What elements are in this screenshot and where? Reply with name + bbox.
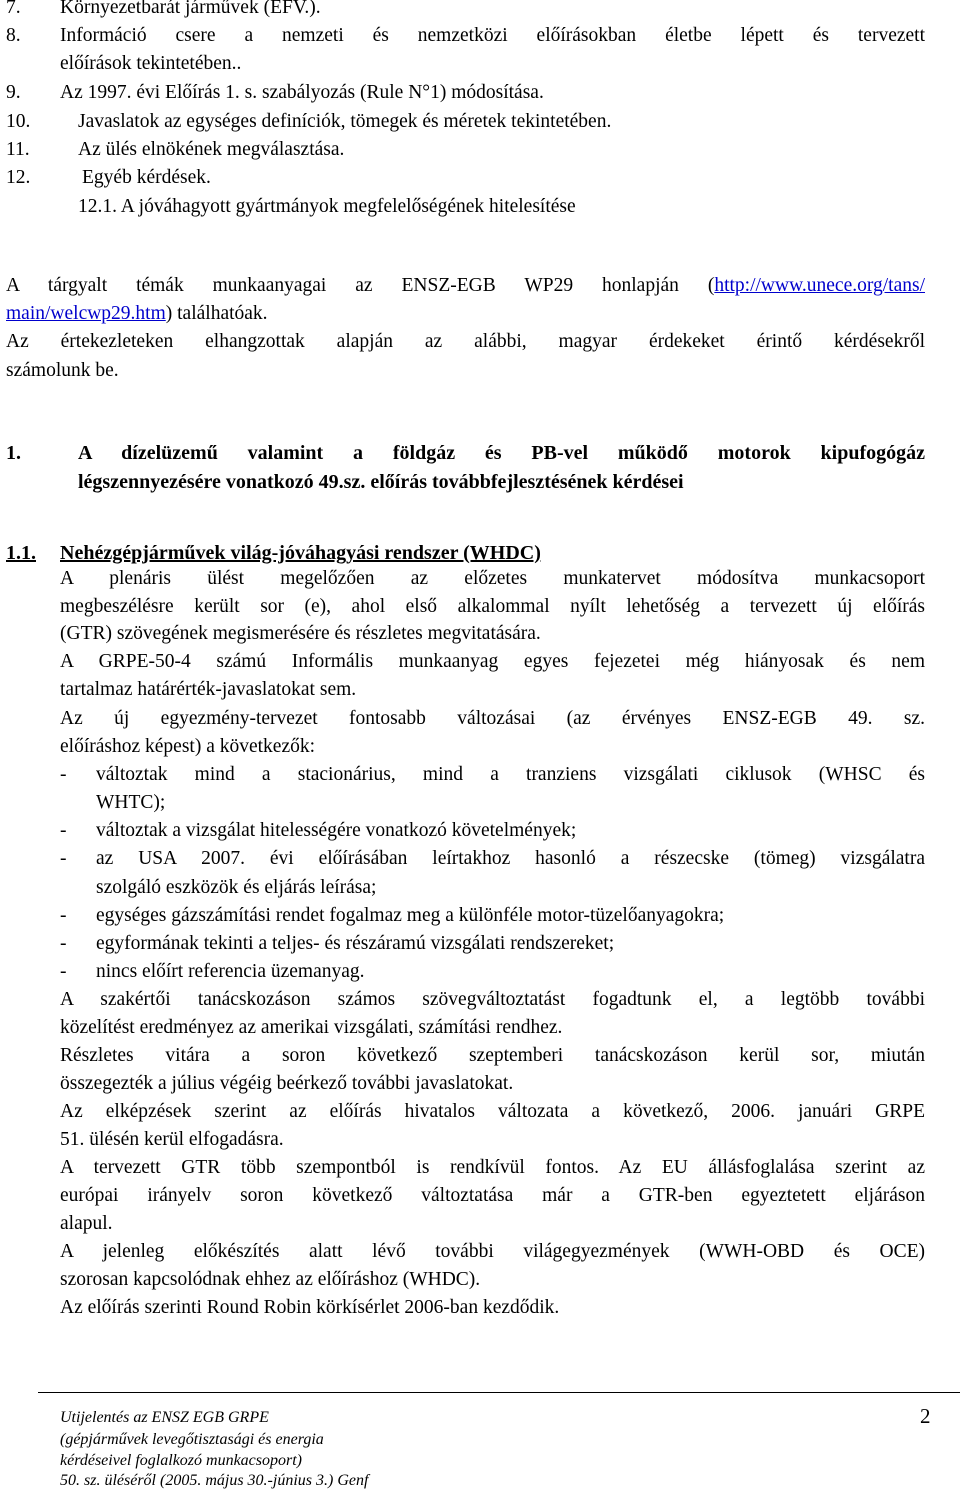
intro-text: számolunk be.: [6, 360, 119, 381]
list-text: nincs előírt referencia üzemanyag.: [96, 961, 365, 982]
agenda-text: 12.1. A jóváhagyott gyártmányok megfelelőségének hitelesítése: [78, 196, 576, 217]
intro-text: Az értekezleteken elhangzottak alapján az alábbi, magyar érdekeket érintő kérdésekről: [6, 331, 925, 352]
section-title-cont: légszennyezésére vonatkozó 49.sz. előírás továbbfejlesztésének kérdései: [78, 471, 684, 493]
body-text: összegezték a július végéig beérkező további javaslatokat.: [60, 1073, 514, 1094]
subsection-number: 1.1.: [6, 542, 36, 564]
agenda-text-cont: előírások tekintetében..: [60, 53, 242, 74]
intro-text: A tárgyalt témák munkaanyagai az ENSZ-EGB WP29 honlapján (: [6, 275, 715, 296]
body-text: Az elképzések szerint az előírás hivatalos változata a következő, 2006. januári GRPE: [60, 1101, 925, 1122]
body-text: megbeszélésre került sor (e), ahol első alkalommal nyílt lehetőség a tervezett új előírás: [60, 596, 925, 617]
dash-bullet: -: [60, 848, 67, 869]
agenda-text: Környezetbarát járművek (EFV.).: [60, 0, 321, 18]
dash-bullet: -: [60, 933, 67, 954]
body-text: A plenáris ülést megelőzően az előzetes munkatervet módosítva munkacsoport: [60, 568, 925, 589]
intro-paragraph-2: [6, 330, 925, 354]
body-text: A tervezett GTR több szempontból is rendkívül fontos. Az EU állásfoglalása szerint az: [60, 1157, 925, 1178]
body-text: tartalmaz határérték-javaslatokat sem.: [60, 679, 357, 700]
intro-text: ) találhatóak.: [165, 303, 268, 324]
body-text: előíráshoz képest) a következők:: [60, 736, 316, 757]
agenda-num: 7.: [6, 0, 21, 18]
section-number: 1.: [6, 442, 21, 464]
agenda-num: 9.: [6, 82, 21, 103]
body-text: alapul.: [60, 1213, 113, 1234]
agenda-text: Javaslatok az egységes definíciók, tömegek és méretek tekintetében.: [78, 111, 612, 132]
agenda-text: Az ülés elnökének megválasztása.: [78, 139, 345, 160]
body-text: A jelenleg előkészítés alatt lévő további világegyezmények (WWH-OBD és OCE): [60, 1241, 925, 1262]
body-text: európai irányelv soron következő változtatása már a GTR-ben egyeztetett eljáráson: [60, 1185, 925, 1206]
list-text: WHTC);: [96, 792, 166, 813]
agenda-text: Információ csere a nemzeti és nemzetközi előírásokban életbe lépett és tervezett: [60, 25, 925, 46]
dash-bullet: -: [60, 961, 67, 982]
body-text: Az új egyezmény-tervezet fontosabb változásai (az érvényes ENSZ-EGB 49. sz.: [60, 708, 925, 729]
agenda-num: 12.: [6, 167, 31, 188]
agenda-num: 10.: [6, 111, 31, 132]
list-text: egységes gázszámítási rendet fogalmaz meg a különféle motor-tüzelőanyagokra;: [96, 905, 725, 926]
intro-paragraph-2-cont: [6, 359, 119, 383]
dash-bullet: -: [60, 905, 67, 926]
body-text: közelítést eredményez az amerikai vizsgálati, számítási rendhez.: [60, 1017, 563, 1038]
body-text: Részletes vitára a soron következő szeptemberi tanácskozáson kerül sor, miután: [60, 1045, 925, 1066]
agenda-num: 11.: [6, 139, 30, 160]
body-text: A GRPE-50-4 számú Informális munkaanyag egyes fejezetei még hiányosak és nem: [60, 651, 925, 672]
footer-divider: [38, 1392, 960, 1393]
footer-line-2: (gépjárművek levegőtisztasági és energia: [60, 1431, 324, 1448]
list-text: egyformának tekinti a teljes- és részáramú vizsgálati rendszereket;: [96, 933, 615, 954]
body-text: (GTR) szövegének megismerésére és részletes megvitatására.: [60, 623, 541, 644]
body-text: 51. ülésén kerül elfogadásra.: [60, 1129, 284, 1150]
website-link[interactable]: http://www.unece.org/tans/: [714, 275, 925, 296]
dash-bullet: -: [60, 820, 67, 841]
body-text: Az előírás szerinti Round Robin körkísérlet 2006-ban kezdődik.: [60, 1297, 560, 1318]
footer-line-4: 50. sz. üléséről (2005. május 30.-június 3.) Genf: [60, 1472, 369, 1489]
section-title: A dízelüzemű valamint a földgáz és PB-vel működő motorok kipufogógáz: [78, 442, 925, 464]
agenda-text: Az 1997. évi Előírás 1. s. szabályozás (Rule N°1) módosítása.: [60, 82, 544, 103]
agenda-text: Egyéb kérdések.: [82, 167, 211, 188]
list-text: változtak mind a stacionárius, mind a tranziens vizsgálati ciklusok (WHSC és: [96, 764, 925, 785]
body-text: szorosan kapcsolódnak ehhez az előíráshoz (WHDC).: [60, 1269, 481, 1290]
list-text: szolgáló eszközök és eljárás leírása;: [96, 877, 377, 898]
list-text: az USA 2007. évi előírásában leírtakhoz hasonló a részecske (tömeg) vizsgálatra: [96, 848, 925, 869]
intro-line-2: [6, 302, 268, 326]
page-number: 2: [920, 1404, 931, 1428]
website-link-cont[interactable]: main/welcwp29.htm: [6, 303, 166, 324]
footer-line-1: Utijelentés az ENSZ EGB GRPE: [60, 1409, 269, 1426]
agenda-num: 8.: [6, 25, 21, 46]
dash-bullet: -: [60, 764, 67, 785]
body-text: A szakértői tanácskozáson számos szövegváltoztatást fogadtunk el, a legtöbb további: [60, 989, 925, 1010]
list-text: változtak a vizsgálat hitelességére vonatkozó követelmények;: [96, 820, 577, 841]
footer-line-3: kérdéseivel foglalkozó munkacsoport): [60, 1452, 303, 1469]
subsection-title: Nehézgépjárművek világ-jóváhagyási rendszer (WHDC): [60, 542, 541, 564]
intro-line-1: [6, 274, 925, 298]
